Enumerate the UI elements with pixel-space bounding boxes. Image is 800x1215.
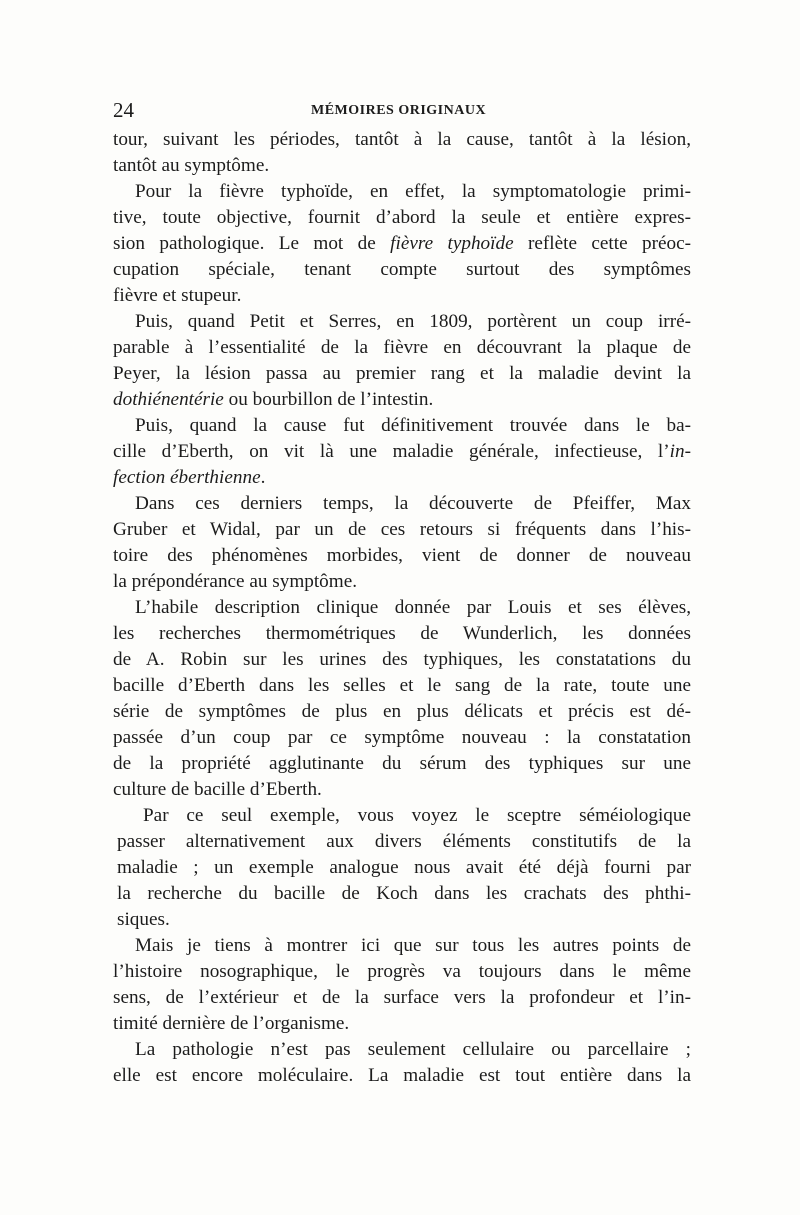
- text-line: culture de bacille d’Eberth.: [113, 779, 322, 800]
- text-line: de A. Robin sur les urines des typhiques, les constatations du: [113, 649, 691, 670]
- text-line: Peyer, la lésion passa au premier rang et la maladie devint la: [113, 363, 691, 384]
- text-line: Dans ces derniers temps, la découverte de Pfeiffer, Max: [135, 493, 691, 514]
- italic-term: dothiénentérie: [113, 389, 224, 410]
- text-line: siques.: [117, 909, 170, 930]
- text-line: tantôt au symptôme.: [113, 155, 270, 176]
- running-head: [113, 97, 691, 123]
- text-line: la prépondérance au symptôme.: [113, 571, 358, 592]
- text-line: Gruber et Widal, par un de ces retours si fréquents dans l’his-: [113, 519, 691, 540]
- italic-term: fection éberthienne: [113, 467, 261, 488]
- text-line: la recherche du bacille de Koch dans les crachats des phthi-: [117, 883, 691, 904]
- text-line: Par ce seul exemple, vous voyez le sceptre séméiologique: [143, 805, 691, 826]
- text-run: cille d’Eberth, on vit là une maladie générale, infectieuse, l’: [113, 441, 670, 462]
- text-line: bacille d’Eberth dans les selles et le sang de la rate, toute une: [113, 675, 691, 696]
- text-line: [113, 387, 691, 413]
- text-line: L’habile description clinique donnée par Louis et ses élèves,: [135, 597, 691, 618]
- text-line: sens, de l’extérieur et de la surface vers la profondeur et l’in-: [113, 987, 691, 1008]
- text-line: toire des phénomènes morbides, vient de donner de nouveau: [113, 545, 691, 566]
- text-line: parable à l’essentialité de la fièvre en découvrant la plaque de: [113, 337, 691, 358]
- text-line: fièvre et stupeur.: [113, 285, 242, 306]
- italic-term: in-: [669, 441, 691, 462]
- text-line: les recherches thermométriques de Wunderlich, les données: [113, 623, 691, 644]
- text-line: Pour la fièvre typhoïde, en effet, la symptomatologie primi-: [135, 181, 691, 202]
- text-run: ou bourbillon de l’intestin.: [223, 389, 434, 410]
- text-line: Puis, quand la cause fut définitivement trouvée dans le ba-: [135, 415, 691, 436]
- page-number: 24: [113, 98, 134, 122]
- text-run: .: [260, 467, 266, 488]
- text-line: cupation spéciale, tenant compte surtout des symptômes: [113, 259, 691, 280]
- text-line: [113, 439, 691, 465]
- text-line: Mais je tiens à montrer ici que sur tous les autres points de: [135, 935, 691, 956]
- body-text: [113, 127, 691, 1089]
- italic-term: fièvre typhoïde: [390, 233, 514, 254]
- text-line: La pathologie n’est pas seulement cellulaire ou parcellaire ;: [135, 1039, 691, 1060]
- text-line: tive, toute objective, fournit d’abord la seule et entière expres-: [113, 207, 691, 228]
- text-line: [113, 465, 691, 491]
- text-line: elle est encore moléculaire. La maladie est tout entière dans la: [113, 1065, 691, 1086]
- text-line: maladie ; un exemple analogue nous avait été déjà fourni par: [117, 857, 691, 878]
- text-line: tour, suivant les périodes, tantôt à la cause, tantôt à la lésion,: [113, 129, 691, 150]
- text-run: sion pathologique. Le mot de: [113, 233, 391, 254]
- text-line: passer alternativement aux divers éléments constitutifs de la: [117, 831, 691, 852]
- text-line: série de symptômes de plus en plus délicats et précis est dé-: [113, 701, 691, 722]
- text-line: timité dernière de l’organisme.: [113, 1013, 350, 1034]
- text-run: reflète cette préoc-: [513, 233, 691, 254]
- text-line: Puis, quand Petit et Serres, en 1809, portèrent un coup irré-: [135, 311, 691, 332]
- text-line: passée d’un coup par ce symptôme nouveau : la constatation: [113, 727, 691, 748]
- text-line: de la propriété agglutinante du sérum des typhiques sur une: [113, 753, 691, 774]
- text-line: [113, 231, 691, 257]
- text-line: l’histoire nosographique, le progrès va toujours dans le même: [113, 961, 691, 982]
- running-title: MÉMOIRES ORIGINAUX: [311, 103, 487, 118]
